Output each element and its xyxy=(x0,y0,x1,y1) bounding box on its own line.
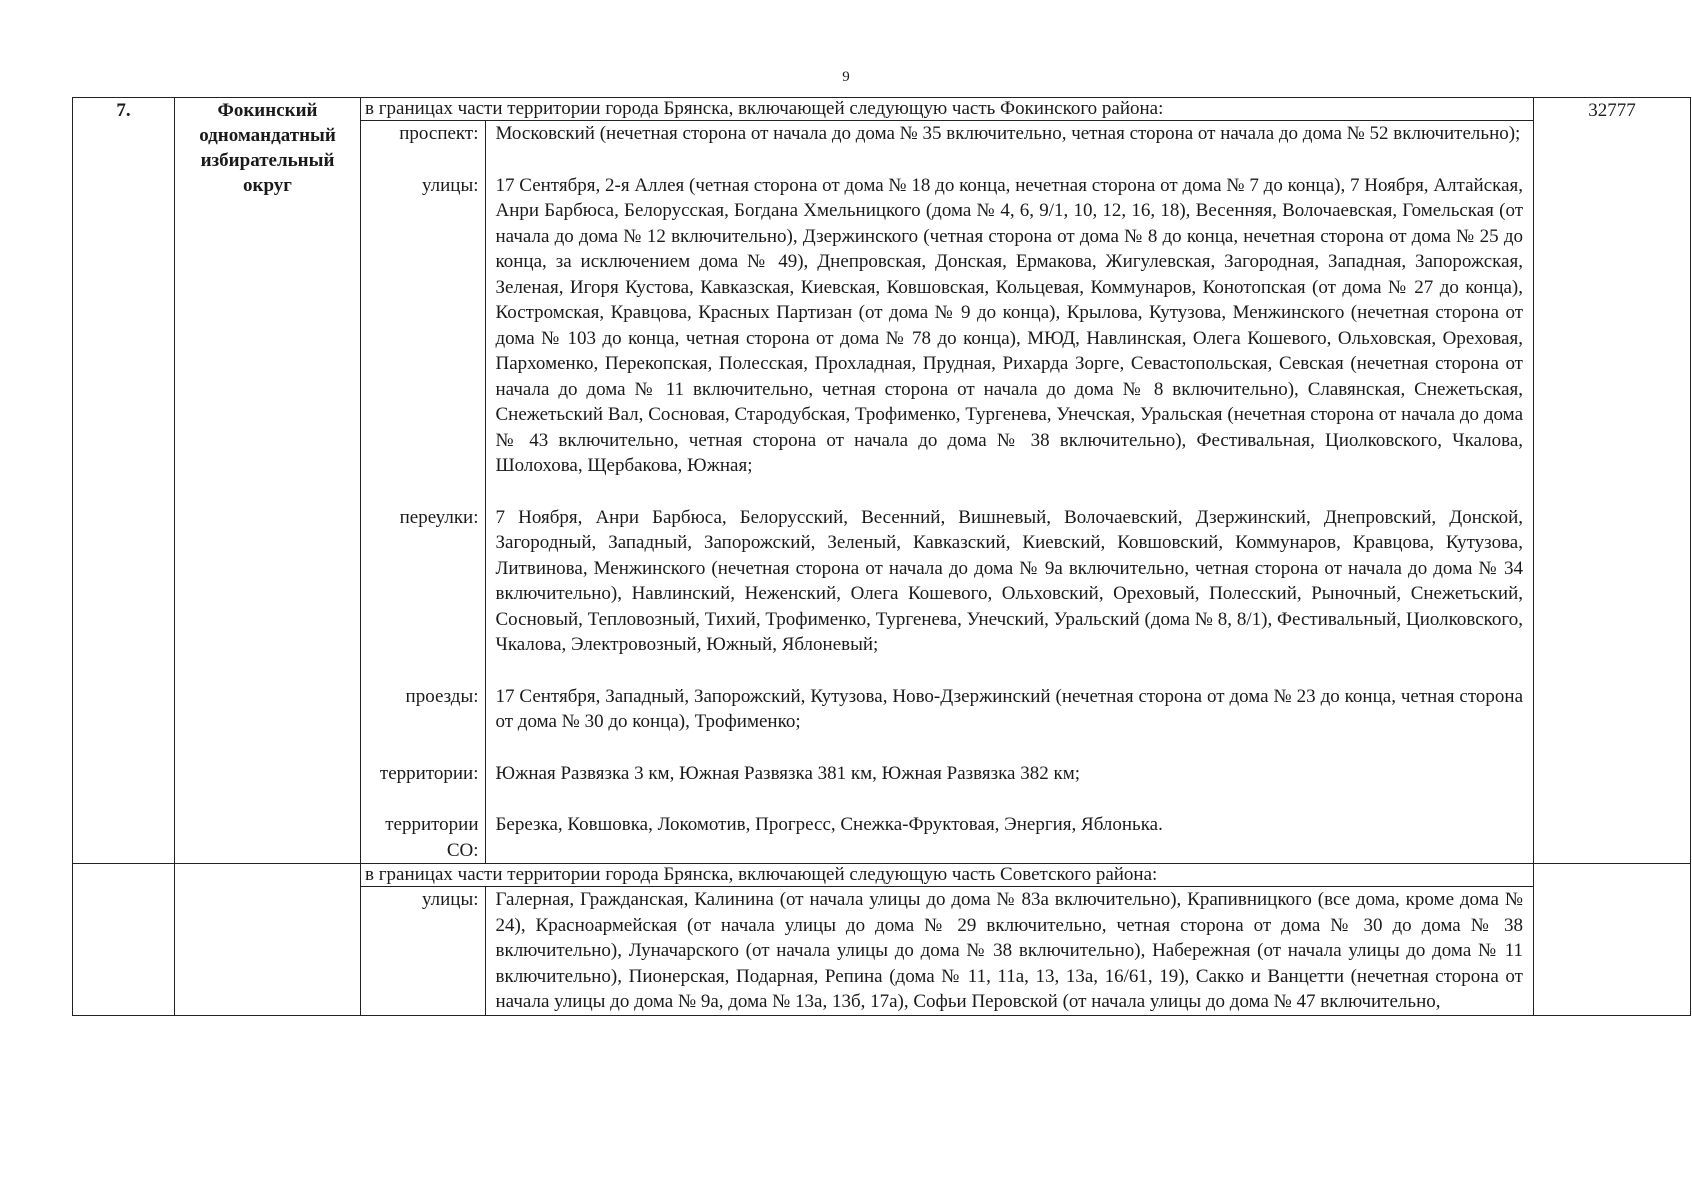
empty-number-cell xyxy=(73,864,175,1016)
district-number: 7. xyxy=(73,98,175,864)
districts-table xyxy=(72,97,1691,1016)
entry-text: 17 Сентября, 2-я Аллея (четная сторона от дома № 18 до конца, нечетная сторона от дома № 7 до конца), 7 Ноября, Алтайская, Анри Барбюса, Белорусская, Богдана Хмельницкого (дома № 4, 6, 9/1, 10, 12, 16, 18), Весенняя, Волочаевская, Гомельская (от начала до дома № 12 включительно), Дзержинского (четная сторона от дома № 8 до конца, нечетная сторона от дома № 25 до конца, за исключением дома № 49), Днепровская, Донская, Ермакова, Жигулевская, Загородная, Западная, Запорожская, Зеленая, Игоря Кустова, Кавказская, Киевская, Ковшовская, Кольцевая, Коммунаров, Конотопская (от дома № 27 до конца), Костромская, Кравцова, Красных Партизан (от дома № 9 до конца), Крылова, Кутузова, Менжинского (нечетная сторона от дома № 103 до конца, четная сторона от дома № 78 до конца), МЮД, Навлинская, Олега Кошевого, Ольховская, Ореховая, Пархоменко, Перекопская, Полесская, Прохладная, Прудная, Рихарда Зорге, Севастопольская, Севская (нечетная сторона от начала до дома № 11 включительно, четная сторона от начала до дома № 8 включительно), Славянская, Снежетьская, Снежетьский Вал, Сосновая, Стародубская, Трофименко, Тургенева, Унечская, Уральская (нечетная сторона от начала до дома № 43 включительно, четная сторона от начала до дома № 38 включительно), Фестивальная, Циолковского, Чкалова, Шолохова, Щербакова, Южная; xyxy=(485,173,1533,479)
page-number: 9 xyxy=(842,69,850,85)
boundary-entry xyxy=(361,173,1533,479)
section-heading: в границах части территории города Брянска, включающей следующую часть Советского района: xyxy=(361,864,1533,887)
entry-text: Южная Развязка 3 км, Южная Развязка 381 км, Южная Развязка 382 км; xyxy=(485,761,1533,787)
entry-text: Березка, Ковшовка, Локомотив, Прогресс, Снежка-Фруктовая, Энергия, Яблонька. xyxy=(485,812,1533,863)
entry-label-line: территории xyxy=(385,814,479,835)
boundary-entry xyxy=(361,121,1533,147)
boundary-entry xyxy=(361,812,1533,863)
entry-label xyxy=(361,812,485,863)
entry-label-line: СО: xyxy=(446,839,479,861)
boundary-entry xyxy=(361,505,1533,658)
entry-text: 17 Сентября, Западный, Запорожский, Кутузова, Ново-Дзержинский (нечетная сторона от дома № 23 до конца, четная сторона от дома № 30 до конца), Трофименко; xyxy=(485,684,1533,735)
district-name-line: Фокинский xyxy=(217,100,318,121)
entry-text: Галерная, Гражданская, Калинина (от начала улицы до дома № 83а включительно), Крапивницкого (все дома, кроме дома № 24), Красноармейская (от начала улицы до дома № 29 включительно, четная сторона от дома № 30 до дома № 38 включительно), Луначарского (от начала улицы до дома № 38 включительно), Набережная (от начала улицы до дома № 11 включительно), Пионерская, Подарная, Репина (дома № 11, 11а, 13, 13а, 16/61, 19), Сакко и Ванцетти (нечетная сторона от начала улицы до дома № 9а, дома № 13а, 13б, 17а), Софьи Перовской (от начала улицы до дома № 47 включительно, xyxy=(485,887,1533,1015)
empty-voters-cell xyxy=(1534,864,1691,1016)
boundary-list xyxy=(361,121,1533,863)
district-name-line: одномандатный xyxy=(199,125,336,146)
empty-name-cell xyxy=(175,864,361,1016)
district-name-line: избирательный xyxy=(200,150,335,171)
entry-label: проезды: xyxy=(405,685,479,707)
entry-label: улицы: xyxy=(421,174,479,196)
entry-text: 7 Ноября, Анри Барбюса, Белорусский, Весенний, Вишневый, Волочаевский, Дзержинский, Днепровский, Донской, Загородный, Западный, Запорожский, Зеленый, Кавказский, Киевский, Ковшовский, Коммунаров, Кравцова, Кутузова, Литвинова, Менжинского (нечетная сторона от начала до дома № 9а включительно, четная сторона от начала до дома № 34 включительно), Навлинский, Неженский, Олега Кошевого, Ольховский, Ореховый, Полесский, Рыночный, Снежетьский, Сосновый, Тепловозный, Тихий, Трофименко, Тургенева, Унечский, Уральский (дома № 8, 8/1), Фестивальный, Циолковского, Чкалова, Электровозный, Южный, Яблоневый; xyxy=(485,505,1533,658)
district-name xyxy=(175,98,361,864)
entry-label: переулки: xyxy=(399,506,479,528)
entry-text: Московский (нечетная сторона от начала до дома № 35 включительно, четная сторона от начала до дома № 52 включительно); xyxy=(485,121,1533,147)
entry-label: проспект: xyxy=(399,123,479,144)
section-heading: в границах части территории города Брянска, включающей следующую часть Фокинского района: xyxy=(361,98,1533,121)
district-row-continued xyxy=(73,864,1691,1016)
district-boundaries xyxy=(361,98,1534,864)
district-boundaries xyxy=(361,864,1534,1016)
boundary-entry xyxy=(361,887,1533,1015)
district-row xyxy=(73,98,1691,864)
boundary-entry xyxy=(361,684,1533,735)
voters-count: 32777 xyxy=(1534,98,1691,864)
boundary-list xyxy=(361,887,1533,1015)
entry-label: улицы: xyxy=(421,889,479,910)
district-name-line: округ xyxy=(243,175,292,196)
entry-label: территории: xyxy=(379,762,479,784)
boundary-entry xyxy=(361,761,1533,787)
